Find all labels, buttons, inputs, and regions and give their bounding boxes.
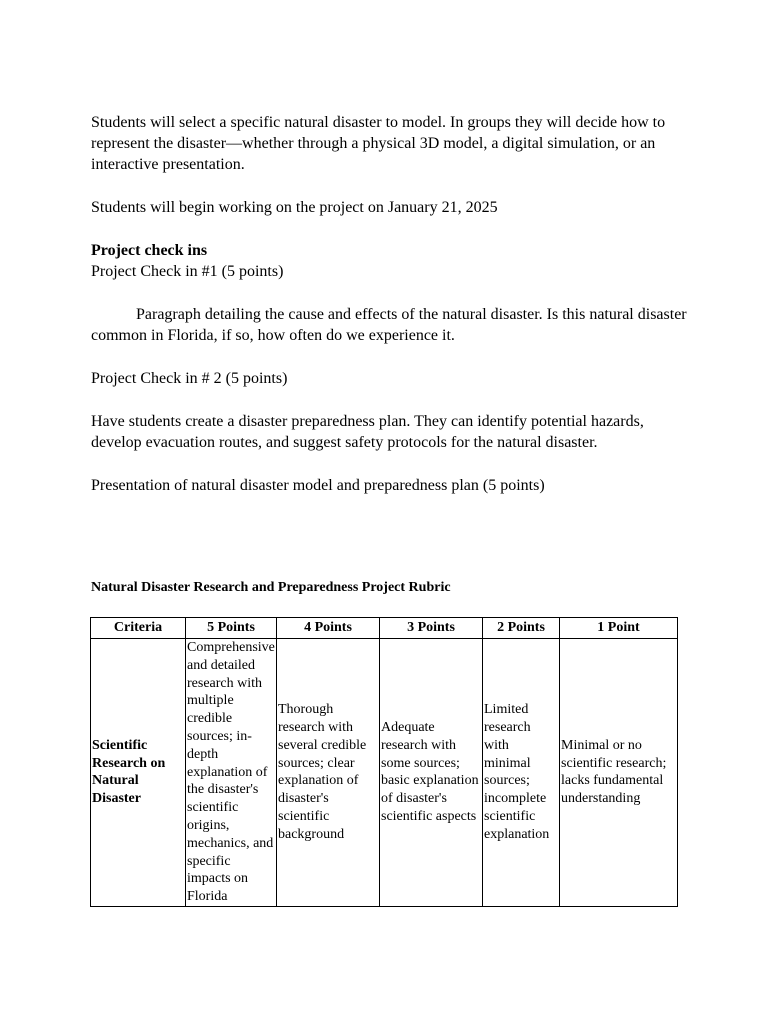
- header-4-points: 4 Points: [277, 618, 380, 639]
- header-3-points: 3 Points: [380, 618, 483, 639]
- header-2-points: 2 Points: [483, 618, 560, 639]
- header-1-point: 1 Point: [560, 618, 678, 639]
- rubric-header-row: [91, 618, 678, 639]
- rubric-table: [90, 617, 678, 907]
- criteria-cell: Scientific Research on Natural Disaster: [91, 639, 186, 907]
- table-row: [91, 639, 678, 907]
- document-body: [91, 112, 691, 496]
- checkins-heading: Project check ins: [91, 242, 208, 259]
- cell-5-points: Comprehensive and detailed research with multiple credible sources; in-depth explanation of the disaster's scientific origins, mechanics, and specific impacts on Florida: [186, 639, 277, 907]
- checkin2-body: Have students create a disaster preparedness plan. They can identify potential hazards, develop evacuation routes, and suggest safety protocols for the natural disaster.: [91, 413, 644, 451]
- cell-3-points: Adequate research with some sources; basic explanation of disaster's scientific aspects: [380, 639, 483, 907]
- rubric-title: Natural Disaster Research and Preparedness Project Rubric: [91, 580, 451, 595]
- intro-paragraph: Students will select a specific natural disaster to model. In groups they will decide how to represent the disaster—whether through a physical 3D model, a digital simulation, or an interactive presentation.: [91, 114, 666, 173]
- checkin1-title: Project Check in #1 (5 points): [91, 263, 284, 280]
- checkin1-body: Paragraph detailing the cause and effects of the natural disaster. Is this natural disaster common in Florida, if so, how often do we experience it.: [91, 306, 687, 344]
- header-criteria: Criteria: [91, 618, 186, 639]
- header-5-points: 5 Points: [186, 618, 277, 639]
- cell-2-points: Limited research with minimal sources; incomplete scientific explanation: [483, 639, 560, 907]
- presentation-line: Presentation of natural disaster model and preparedness plan (5 points): [91, 477, 545, 494]
- start-date-line: Students will begin working on the project on January 21, 2025: [91, 199, 498, 216]
- checkin2-title: Project Check in # 2 (5 points): [91, 370, 288, 387]
- cell-1-point: Minimal or no scientific research; lacks fundamental understanding: [560, 639, 678, 907]
- cell-4-points: Thorough research with several credible sources; clear explanation of disaster's scientific background: [277, 639, 380, 907]
